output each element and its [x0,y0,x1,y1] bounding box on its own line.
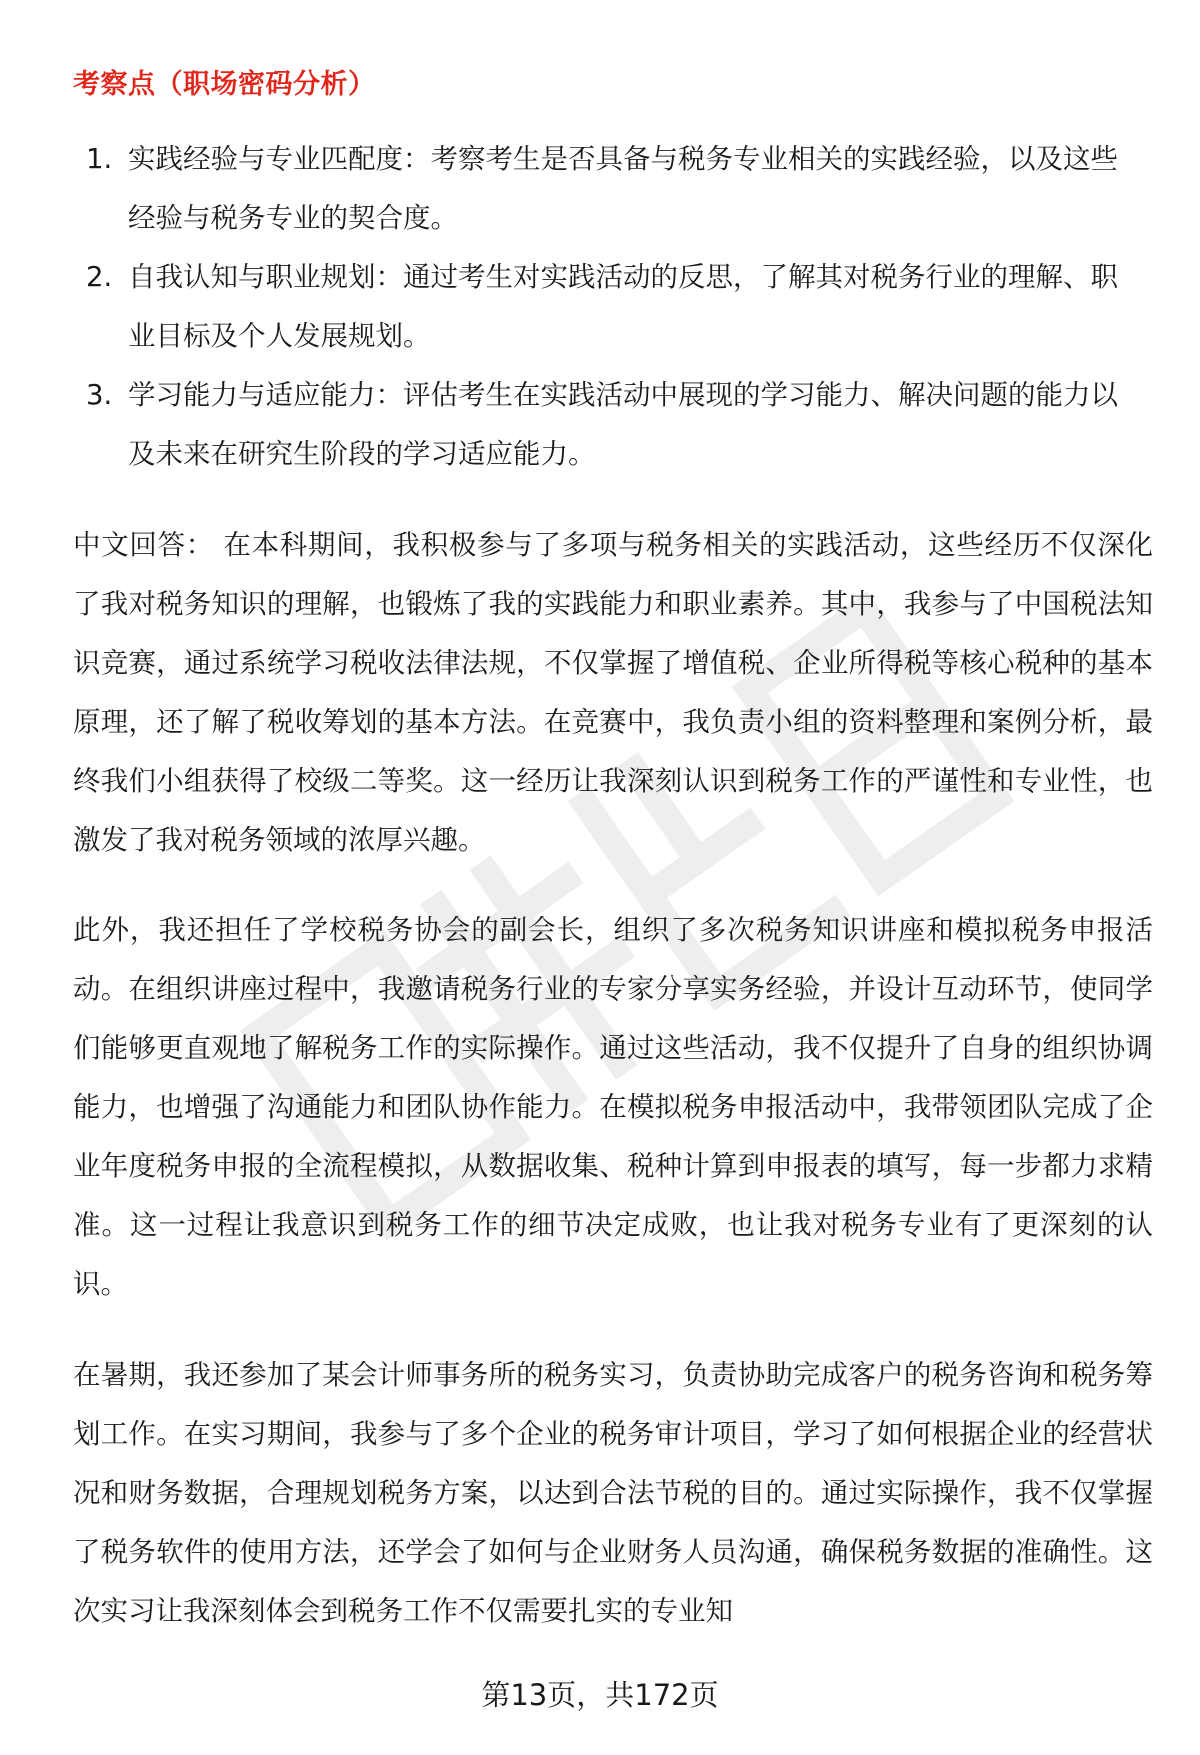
list-item-number: 2. [86,261,113,293]
list-item-text: 实践经验与专业匹配度：考察考生是否具备与税务专业相关的实践经验，以及这些经验与税务专业的契合度。 [128,143,1118,234]
list-item-text: 自我认知与职业规划：通过考生对实践活动的反思，了解其对税务行业的理解、职业目标及个人发展规划。 [128,261,1118,352]
list-item-number: 3. [86,379,113,411]
evaluation-points-list [80,130,1140,484]
list-item-text: 学习能力与适应能力：评估考生在实践活动中展现的学习能力、解决问题的能力以及未来在研究生阶段的学习适应能力。 [128,379,1118,470]
answer-paragraph: 中文回答： 在本科期间，我积极参与了多项与税务相关的实践活动，这些经历不仅深化了我对税务知识的理解，也锻炼了我的实践能力和职业素养。其中，我参与了中国税法知识竞赛，通过系统学习税收法律法规，不仅掌握了增值税、企业所得税等核心税种的基本原理，还了解了税收筹划的基本方法。在竞赛中，我负责小组的资料整理和案例分析，最终我们小组获得了校级二等奖。这一经历让我深刻认识到税务工作的严谨性和专业性，也激发了我对税务领域的浓厚兴趣。 [73,529,1153,856]
answer-paragraph: 此外，我还担任了学校税务协会的副会长，组织了多次税务知识讲座和模拟税务申报活动。在组织讲座过程中，我邀请税务行业的专家分享实务经验，并设计互动环节，使同学们能够更直观地了解税务工作的实际操作。通过这些活动，我不仅提升了自身的组织协调能力，也增强了沟通能力和团队协作能力。在模拟税务申报活动中，我带领团队完成了企业年度税务申报的全流程模拟，从数据收集、税种计算到申报表的填写，每一步都力求精准。这一过程让我意识到税务工作的细节决定成败，也让我对税务专业有了更深刻的认识。 [73,914,1153,1300]
list-item [80,248,1140,366]
page-number-footer: 第13页，共172页 [481,1678,719,1712]
answer-paragraph: 在暑期，我还参加了某会计师事务所的税务实习，负责协助完成客户的税务咨询和税务筹划工作。在实习期间，我参与了多个企业的税务审计项目，学习了如何根据企业的经营状况和财务数据，合理规划税务方案，以达到合法节税的目的。通过实际操作，我不仅掌握了税务软件的使用方法，还学会了如何与企业财务人员沟通，确保税务数据的准确性。这次实习让我深刻体会到税务工作不仅需要扎实的专业知 [73,1359,1153,1627]
list-item [80,130,1140,248]
list-item [80,366,1140,484]
section-heading: 考察点（职场密码分析） [73,69,376,100]
list-item-number: 1. [86,143,113,175]
